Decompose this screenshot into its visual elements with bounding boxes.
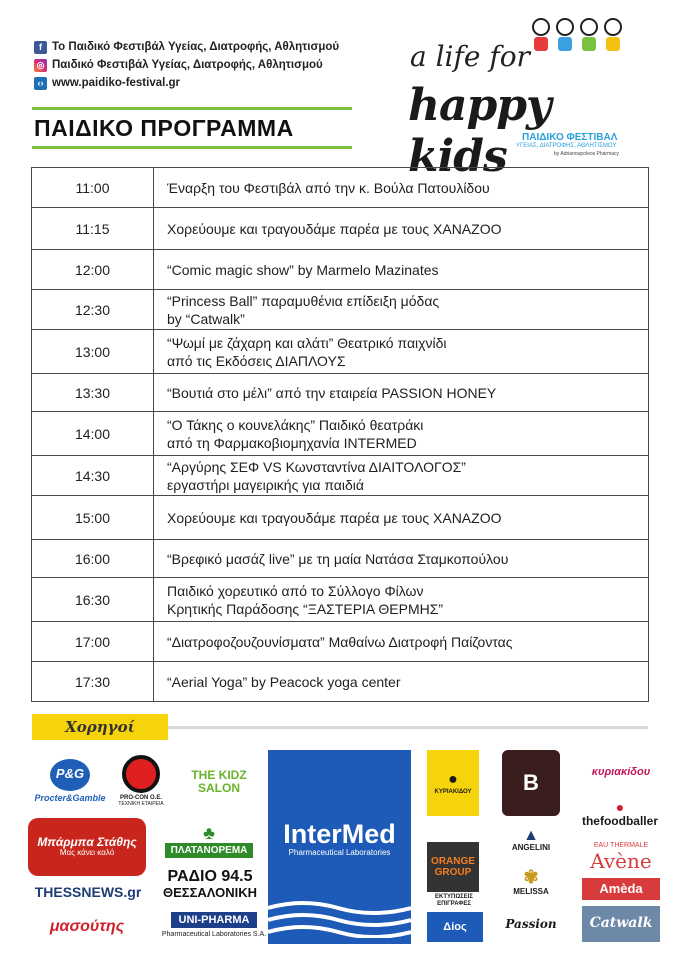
sponsor-angelini bbox=[496, 822, 566, 858]
sponsor-foodballer bbox=[572, 794, 668, 834]
schedule-event bbox=[154, 290, 649, 330]
schedule-row bbox=[32, 250, 649, 290]
angelini-name: ANGELINI bbox=[511, 843, 551, 853]
bee-icon: ✾ bbox=[523, 866, 539, 887]
sponsor-ameda bbox=[582, 878, 660, 900]
sponsor-b bbox=[502, 750, 560, 816]
sponsor-dios bbox=[427, 912, 483, 942]
sponsor-melissa bbox=[500, 860, 562, 904]
event-line-2: εργαστήρι μαγειρικής για παιδιά bbox=[167, 476, 364, 493]
schedule-row bbox=[32, 662, 649, 702]
intermed-subtitle: Pharmaceutical Laboratories bbox=[288, 848, 391, 858]
sponsor-thessnews bbox=[28, 880, 148, 906]
logo-line1: a life for bbox=[410, 40, 530, 73]
sponsor-kyriakidou-books bbox=[427, 750, 479, 816]
sponsors-divider bbox=[168, 726, 648, 729]
logo-line4: ΥΓΕΙΑΣ, ΔΙΑΤΡΟΦΗΣ, ΑΘΛΗΤΙΣΜΟΥ bbox=[516, 143, 617, 149]
procon-logo-icon bbox=[122, 755, 160, 793]
page-title: ΠΑΙΔΙΚΟ ΠΡΟΓΡΑΜΜΑ bbox=[34, 114, 294, 141]
event-line-1: Παιδικό χορευτικό από το Σύλλογο Φίλων bbox=[167, 582, 424, 599]
schedule-time: 12:30 bbox=[32, 290, 154, 330]
kids-illustration-icon bbox=[530, 18, 624, 54]
schedule-row bbox=[32, 208, 649, 250]
website-row[interactable] bbox=[34, 74, 364, 92]
schedule-row bbox=[32, 374, 649, 412]
sponsors-label: Χορηγοί bbox=[32, 714, 168, 740]
sponsor-intermed bbox=[268, 750, 411, 944]
schedule-time: 16:30 bbox=[32, 578, 154, 622]
unipharma-name: UNI-PHARMA bbox=[171, 912, 258, 928]
event-line-1: “Ο Τάκης ο κουνελάκης” Παιδικό θεατράκι bbox=[167, 416, 424, 433]
facebook-icon: f bbox=[34, 41, 47, 54]
social-links bbox=[34, 38, 364, 92]
event-line-1: “Aerial Yoga” by Peacock yoga center bbox=[167, 673, 401, 690]
schedule-event bbox=[154, 250, 649, 290]
catwalk-name: Catwalk bbox=[589, 915, 653, 932]
event-line-1: “Princess Ball” παραμυθένια επίδειξη μόδας bbox=[167, 292, 440, 309]
schedule-time: 13:00 bbox=[32, 330, 154, 374]
event-line-1: Έναρξη του Φεστιβάλ από την κ. Βούλα Πατουλίδου bbox=[167, 179, 490, 196]
event-line-1: “Αργύρης ΣΕΦ VS Κωνσταντίνα ΔΙΑΙΤΟΛΟΓΟΣ” bbox=[167, 458, 466, 475]
schedule-time: 12:00 bbox=[32, 250, 154, 290]
schedule-event bbox=[154, 456, 649, 496]
unipharma-subtitle: Pharmaceutical Laboratories S.A. bbox=[161, 930, 267, 938]
orange-subtitle-box bbox=[425, 894, 483, 908]
schedule-event bbox=[154, 578, 649, 622]
instagram-text: Παιδικό Φεστιβάλ Υγείας, Διατροφής, Αθλητισμού bbox=[52, 59, 323, 71]
radio-name: ΡΑΔΙΟ 94.5 bbox=[167, 868, 253, 886]
schedule-time: 14:00 bbox=[32, 412, 154, 456]
schedule-time: 17:30 bbox=[32, 662, 154, 702]
schedule-time: 13:30 bbox=[32, 374, 154, 412]
triangle-icon: ▲ bbox=[523, 826, 539, 844]
schedule-row bbox=[32, 578, 649, 622]
logo-line5: by Adrianoupoleos Pharmacy bbox=[554, 151, 620, 157]
schedule-event bbox=[154, 662, 649, 702]
schedule-time: 15:00 bbox=[32, 496, 154, 540]
sponsor-kidz-salon bbox=[182, 753, 256, 811]
passion-name: Passion bbox=[505, 917, 557, 932]
ball-icon: ● bbox=[615, 798, 625, 815]
schedule-time: 17:00 bbox=[32, 622, 154, 662]
procon-subtitle: ΤΕΧΝΙΚΗ ΕΤΑΙΡΕΙΑ bbox=[118, 800, 164, 807]
schedule-time: 11:00 bbox=[32, 168, 154, 208]
mpakaliko-subtitle: Μας κάνει καλό bbox=[59, 848, 115, 858]
avene-name: Avène bbox=[590, 848, 652, 873]
schedule-row bbox=[32, 290, 649, 330]
event-line-2: Κρητικής Παράδοσης “ΞΑΣΤΕΡΙΑ ΘΕΡΜΗΣ” bbox=[167, 600, 444, 617]
event-line-1: Χορεύουμε και τραγουδάμε παρέα με τους ΧΑΝΑΖΟΟ bbox=[167, 509, 502, 526]
schedule-event bbox=[154, 540, 649, 578]
logo-line2: happy kids bbox=[408, 80, 551, 182]
schedule-table bbox=[31, 167, 649, 702]
sponsor-mpakaliko bbox=[28, 818, 146, 876]
radio-subtitle: ΘΕΣΣΑΛΟΝΙΚΗ bbox=[163, 884, 257, 900]
mpakaliko-name: Μπάρμπα Στάθης bbox=[37, 835, 137, 849]
event-line-1: “Comic magic show” by Marmelo Mazinates bbox=[167, 261, 439, 278]
schedule-row bbox=[32, 412, 649, 456]
schedule-event bbox=[154, 496, 649, 540]
schedule-time: 16:00 bbox=[32, 540, 154, 578]
facebook-row[interactable] bbox=[34, 38, 364, 56]
schedule-row bbox=[32, 496, 649, 540]
page-title-band bbox=[32, 107, 352, 149]
schedule-row bbox=[32, 330, 649, 374]
instagram-row[interactable] bbox=[34, 56, 364, 74]
orange-subtitle: ΕΚΤΥΠΩΣΕΙΣ ΕΠΙΓΡΑΦΕΣ bbox=[434, 894, 473, 907]
sponsor-kyriakidou bbox=[582, 758, 660, 786]
event-line-1: “Διατροφοζουζουνίσματα” Μαθαίνω Διατροφή Παίζοντας bbox=[167, 633, 513, 650]
sponsor-passion bbox=[500, 908, 562, 942]
sponsor-catwalk bbox=[582, 906, 660, 942]
event-line-2: από τη Φαρμακοβιομηχανία INTERMED bbox=[167, 434, 417, 451]
masoutis-name: μασούτης bbox=[49, 918, 125, 936]
schedule-time: 14:30 bbox=[32, 456, 154, 496]
pg-subtitle: Procter&Gamble bbox=[34, 792, 106, 803]
kyriakidou-books-name: ΚΥΡΙΑΚΙΔΟΥ bbox=[434, 788, 472, 795]
schedule-row bbox=[32, 168, 649, 208]
event-line-2: by “Catwalk” bbox=[167, 310, 245, 327]
event-line-1: Χορεύουμε και τραγουδάμε παρέα με τους ΧΑΝΑΖΟΟ bbox=[167, 220, 502, 237]
schedule-row bbox=[32, 622, 649, 662]
sponsor-orange-group bbox=[427, 842, 479, 892]
kyriakidou-name: κυριακίδου bbox=[591, 765, 651, 778]
kidz-name: THE KIDZ SALON bbox=[191, 767, 247, 795]
schedule-event bbox=[154, 208, 649, 250]
website-text: www.paidiko-festival.gr bbox=[52, 77, 181, 89]
platanorema-name: ΠΛΑΤΑΝΟΡΕΜΑ bbox=[165, 843, 254, 858]
orange-name: ORANGE GROUP bbox=[431, 856, 475, 878]
schedule-event bbox=[154, 374, 649, 412]
avene-top: EAU THERMALE bbox=[593, 842, 649, 850]
logo-line3: ΠΑΙΔΙΚΟ ΦΕΣΤΙΒΑΛ bbox=[522, 132, 618, 143]
instagram-icon: ◎ bbox=[34, 59, 47, 72]
sponsor-avene bbox=[580, 840, 662, 874]
leaf-icon: ♣ bbox=[203, 822, 215, 843]
schedule-event bbox=[154, 330, 649, 374]
event-line-1: “Βρεφικό μασάζ live” με τη μαία Νατάσα Σταμκοπούλου bbox=[167, 550, 509, 567]
sponsor-masoutis bbox=[28, 914, 146, 940]
facebook-text: Το Παιδικό Φεστιβάλ Υγείας, Διατροφής, Αθλητισμού bbox=[52, 41, 340, 53]
schedule-time: 11:15 bbox=[32, 208, 154, 250]
event-line-1: “Ψωμί με ζάχαρη και αλάτι” Θεατρικό παιχνίδι bbox=[167, 334, 447, 351]
intermed-name: InterMed bbox=[283, 818, 396, 849]
schedule-event bbox=[154, 412, 649, 456]
schedule-row bbox=[32, 540, 649, 578]
schedule-event bbox=[154, 622, 649, 662]
festival-logo bbox=[404, 18, 644, 182]
procon-name: PRO-CON Ο.Ε. bbox=[119, 794, 162, 801]
foodballer-name: thefoodballer bbox=[581, 814, 658, 829]
schedule-event bbox=[154, 168, 649, 208]
sponsor-procon bbox=[112, 750, 170, 812]
waves-icon bbox=[268, 898, 411, 938]
melissa-name: MELISSA bbox=[513, 886, 549, 896]
event-line-1: “Βουτιά στο μέλι” από την εταιρεία PASSION HONEY bbox=[167, 384, 497, 401]
sponsor-radio bbox=[158, 866, 262, 902]
thessnews-name: THESSNEWS.gr bbox=[34, 884, 142, 901]
sponsor-pg bbox=[34, 752, 106, 810]
sponsor-platanorema bbox=[160, 818, 258, 864]
sponsor-unipharma bbox=[158, 906, 270, 944]
pg-logo-icon: P&G bbox=[50, 759, 90, 791]
schedule-row bbox=[32, 456, 649, 496]
website-icon: ‹› bbox=[34, 77, 47, 90]
dios-name: Δίος bbox=[443, 920, 467, 933]
b-name: B bbox=[523, 769, 539, 795]
event-line-2: από τις Εκδόσεις ΔΙΑΠΛΟΥΣ bbox=[167, 352, 346, 369]
ameda-name: Amèda bbox=[599, 880, 643, 896]
mic-icon: ● bbox=[448, 770, 458, 788]
